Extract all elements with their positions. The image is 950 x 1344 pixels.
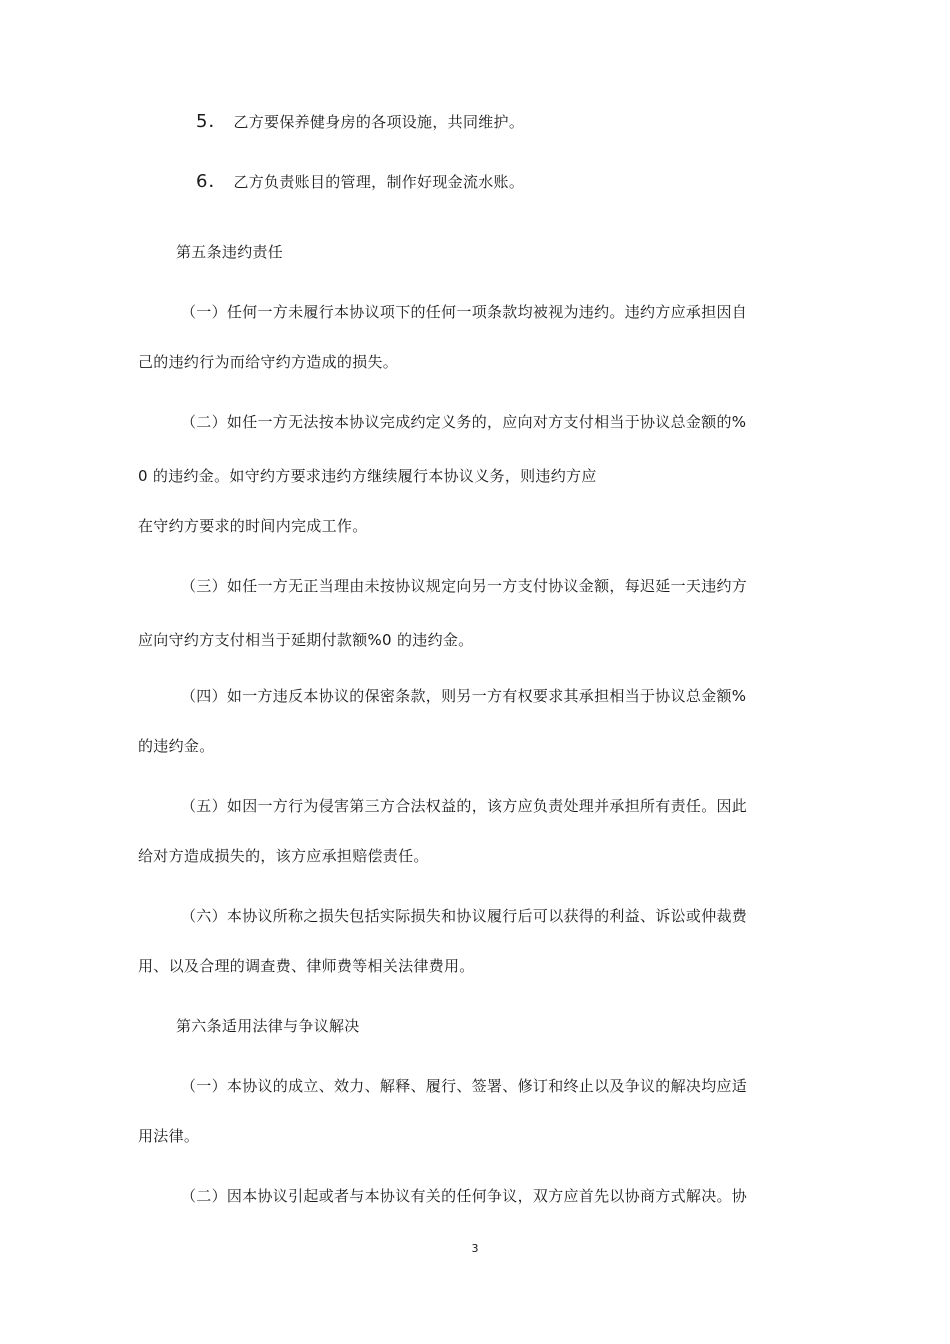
list-item	[196, 112, 524, 132]
list-item	[196, 172, 524, 192]
list-number: 5．	[196, 111, 228, 132]
paragraph-line: （二）因本协议引起或者与本协议有关的任何争议，双方应首先以协商方式解决。协	[181, 1187, 748, 1205]
section-heading: 第五条违约责任	[176, 243, 284, 261]
list-text: 乙方负责账目的管理，制作好现金流水账。	[233, 173, 525, 191]
paragraph-line: （一）任何一方未履行本协议项下的任何一项条款均被视为违约。违约方应承担因自	[181, 303, 748, 321]
paragraph-line: （一）本协议的成立、效力、解释、履行、签署、修订和终止以及争议的解决均应适	[181, 1077, 748, 1095]
paragraph-line: 给对方造成损失的，该方应承担赔偿责任。	[138, 847, 429, 865]
page-number: 3	[471, 1242, 479, 1255]
paragraph-line: 用法律。	[138, 1127, 200, 1145]
paragraph-line: 的违约金。	[138, 737, 215, 755]
paragraph-line: 应向守约方支付相当于延期付款额%0 的违约金。	[138, 631, 474, 649]
paragraph-line: 用、以及合理的调查费、律师费等相关法律费用。	[138, 957, 475, 975]
list-text: 乙方要保养健身房的各项设施，共同维护。	[233, 113, 525, 131]
paragraph-line: （三）如任一方无正当理由未按协议规定向另一方支付协议金额，每迟延一天违约方	[181, 577, 748, 595]
paragraph-line: 0 的违约金。如守约方要求违约方继续履行本协议义务，则违约方应	[138, 467, 597, 485]
paragraph-line: （五）如因一方行为侵害第三方合法权益的，该方应负责处理并承担所有责任。因此	[181, 797, 748, 815]
paragraph-line: （四）如一方违反本协议的保密条款，则另一方有权要求其承担相当于协议总金额%	[181, 687, 747, 705]
paragraph-line: 己的违约行为而给守约方造成的损失。	[138, 353, 399, 371]
paragraph-line: （二）如任一方无法按本协议完成约定义务的，应向对方支付相当于协议总金额的%	[181, 413, 747, 431]
section-heading: 第六条适用法律与争议解决	[176, 1017, 360, 1035]
paragraph-line: （六）本协议所称之损失包括实际损失和协议履行后可以获得的利益、诉讼或仲裁费	[181, 907, 748, 925]
list-number: 6．	[196, 171, 228, 192]
paragraph-line: 在守约方要求的时间内完成工作。	[138, 517, 368, 535]
